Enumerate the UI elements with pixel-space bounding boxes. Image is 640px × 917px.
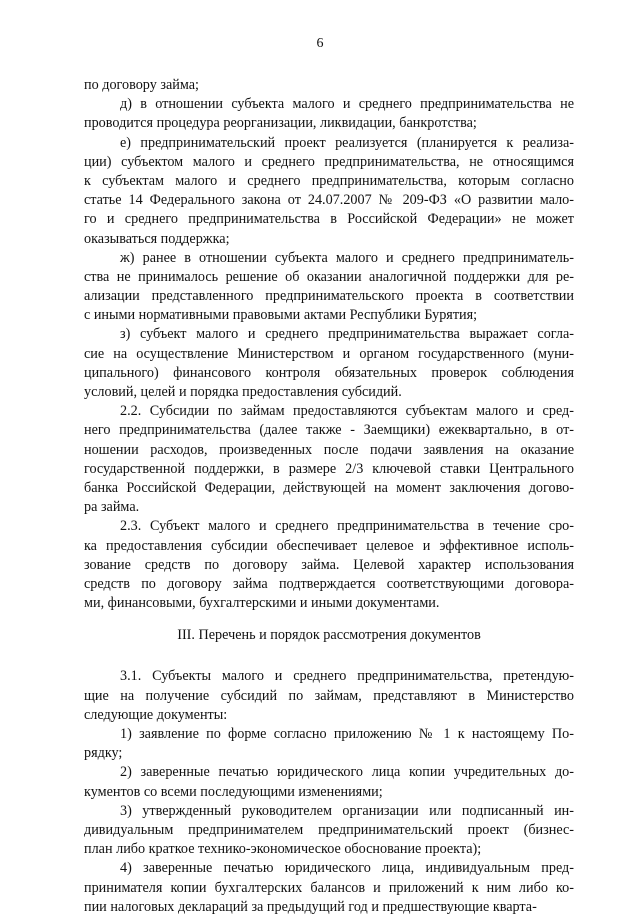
section-heading: [84, 626, 574, 645]
text-line: план либо краткое технико-экономическое обоснование проекта);: [84, 841, 482, 858]
text-line: е) предпринимательский проект реализуется (планируется к реализа-: [120, 134, 574, 151]
text-line: следующие документы:: [84, 706, 228, 723]
text-line: го и среднего предпринимательства в Российской Федерации» не может: [84, 211, 574, 228]
paragraph: [84, 76, 574, 95]
text-line: щие на получение субсидий по займам, представляют в Министерство: [84, 687, 574, 704]
text-line: ализации представленного предпринимательского проекта в соответствии: [84, 288, 574, 305]
text-line: 4) заверенные печатью юридического лица, индивидуальным пред-: [120, 860, 574, 877]
paragraph: [84, 249, 574, 326]
text-line: условий, целей и порядка предоставления субсидий.: [84, 384, 402, 400]
text-line: 3) утвержденный руководителем организации или подписанный ин-: [120, 802, 574, 819]
text-line: зование средств по договору займа. Целевой характер использования: [84, 556, 574, 573]
text-line: по договору займа;: [84, 77, 199, 93]
text-line: к субъектам малого и среднего предпринимательства, которым согласно: [84, 172, 574, 189]
text-line: ношении расходов, произведенных после подачи заявления на оказание: [84, 441, 574, 458]
text-line: пии налоговых деклараций за предыдущий год и предшествующие кварта-: [84, 898, 537, 915]
text-line: ства не принималось решение об оказании аналогичной поддержки для ре-: [84, 268, 574, 285]
text-line: ципального) финансового контроля обязательных проверок соблюдения: [84, 364, 574, 381]
text-line: ми, финансовыми, бухгалтерскими и иными документами.: [84, 595, 440, 612]
paragraph: [84, 763, 574, 801]
paragraph: [84, 517, 574, 613]
text-line: ра займа.: [84, 499, 140, 516]
text-line: сие на осуществление Министерством и органом государственного (муни-: [84, 345, 574, 362]
text-line: ка предоставления субсидии обеспечивает целевое и эффективное исполь-: [84, 537, 574, 554]
paragraph: [84, 402, 574, 517]
text-line: дивидуальным предпринимателем предпринимательский проект (бизнес-: [84, 821, 574, 838]
text-line: кументов со всеми последующими изменениями;: [84, 783, 383, 800]
text-line: 2.2. Субсидии по займам предоставляются субъектам малого и сред-: [120, 403, 574, 420]
text-line: 2.3. Субъект малого и среднего предпринимательства в течение сро-: [120, 518, 574, 535]
heading-text: III. Перечень и порядок рассмотрения документов: [177, 627, 481, 644]
text-line: з) субъект малого и среднего предпринимательства выражает согла-: [120, 326, 574, 343]
text-line: ции) субъектом малого и среднего предпринимательства, не относящимся: [84, 153, 574, 170]
document-body: [84, 76, 574, 917]
text-line: принимателя копии бухгалтерских балансов и приложений к ним либо ко-: [84, 879, 574, 896]
text-line: банка Российской Федерации, действующей на момент заключения догово-: [84, 479, 574, 496]
text-line: оказываться поддержка;: [84, 230, 230, 247]
paragraph: [84, 802, 574, 860]
text-line: государственной поддержки, в размере 2/3 ключевой ставки Центрального: [84, 460, 574, 477]
text-line: него предпринимательства (далее также - Заемщики) ежеквартально, в от-: [84, 422, 574, 439]
text-line: с иными нормативными правовыми актами Республики Бурятия;: [84, 307, 478, 324]
paragraph: [84, 95, 574, 133]
text-line: д) в отношении субъекта малого и среднего предпринимательства не: [120, 96, 574, 113]
text-line: 2) заверенные печатью юридического лица копии учредительных до-: [120, 764, 574, 781]
paragraph: [84, 134, 574, 249]
paragraph: [84, 725, 574, 763]
paragraph: [84, 325, 574, 402]
text-line: рядку;: [84, 745, 123, 762]
text-line: ж) ранее в отношении субъекта малого и среднего предприниматель-: [120, 249, 574, 266]
text-line: проводится процедура реорганизации, ликвидации, банкротства;: [84, 115, 477, 132]
text-line: средств по договору займа подтверждается соответствующими договора-: [84, 575, 574, 592]
paragraph: [84, 859, 574, 917]
paragraph: [84, 667, 574, 725]
text-line: 1) заявление по форме согласно приложению № 1 к настоящему По-: [120, 726, 574, 742]
page-number: 6: [316, 36, 324, 51]
text-line: 3.1. Субъекты малого и среднего предпринимательства, претендую-: [120, 668, 574, 685]
text-line: статье 14 Федерального закона от 24.07.2007 № 209-ФЗ «О развитии мало-: [84, 192, 574, 209]
